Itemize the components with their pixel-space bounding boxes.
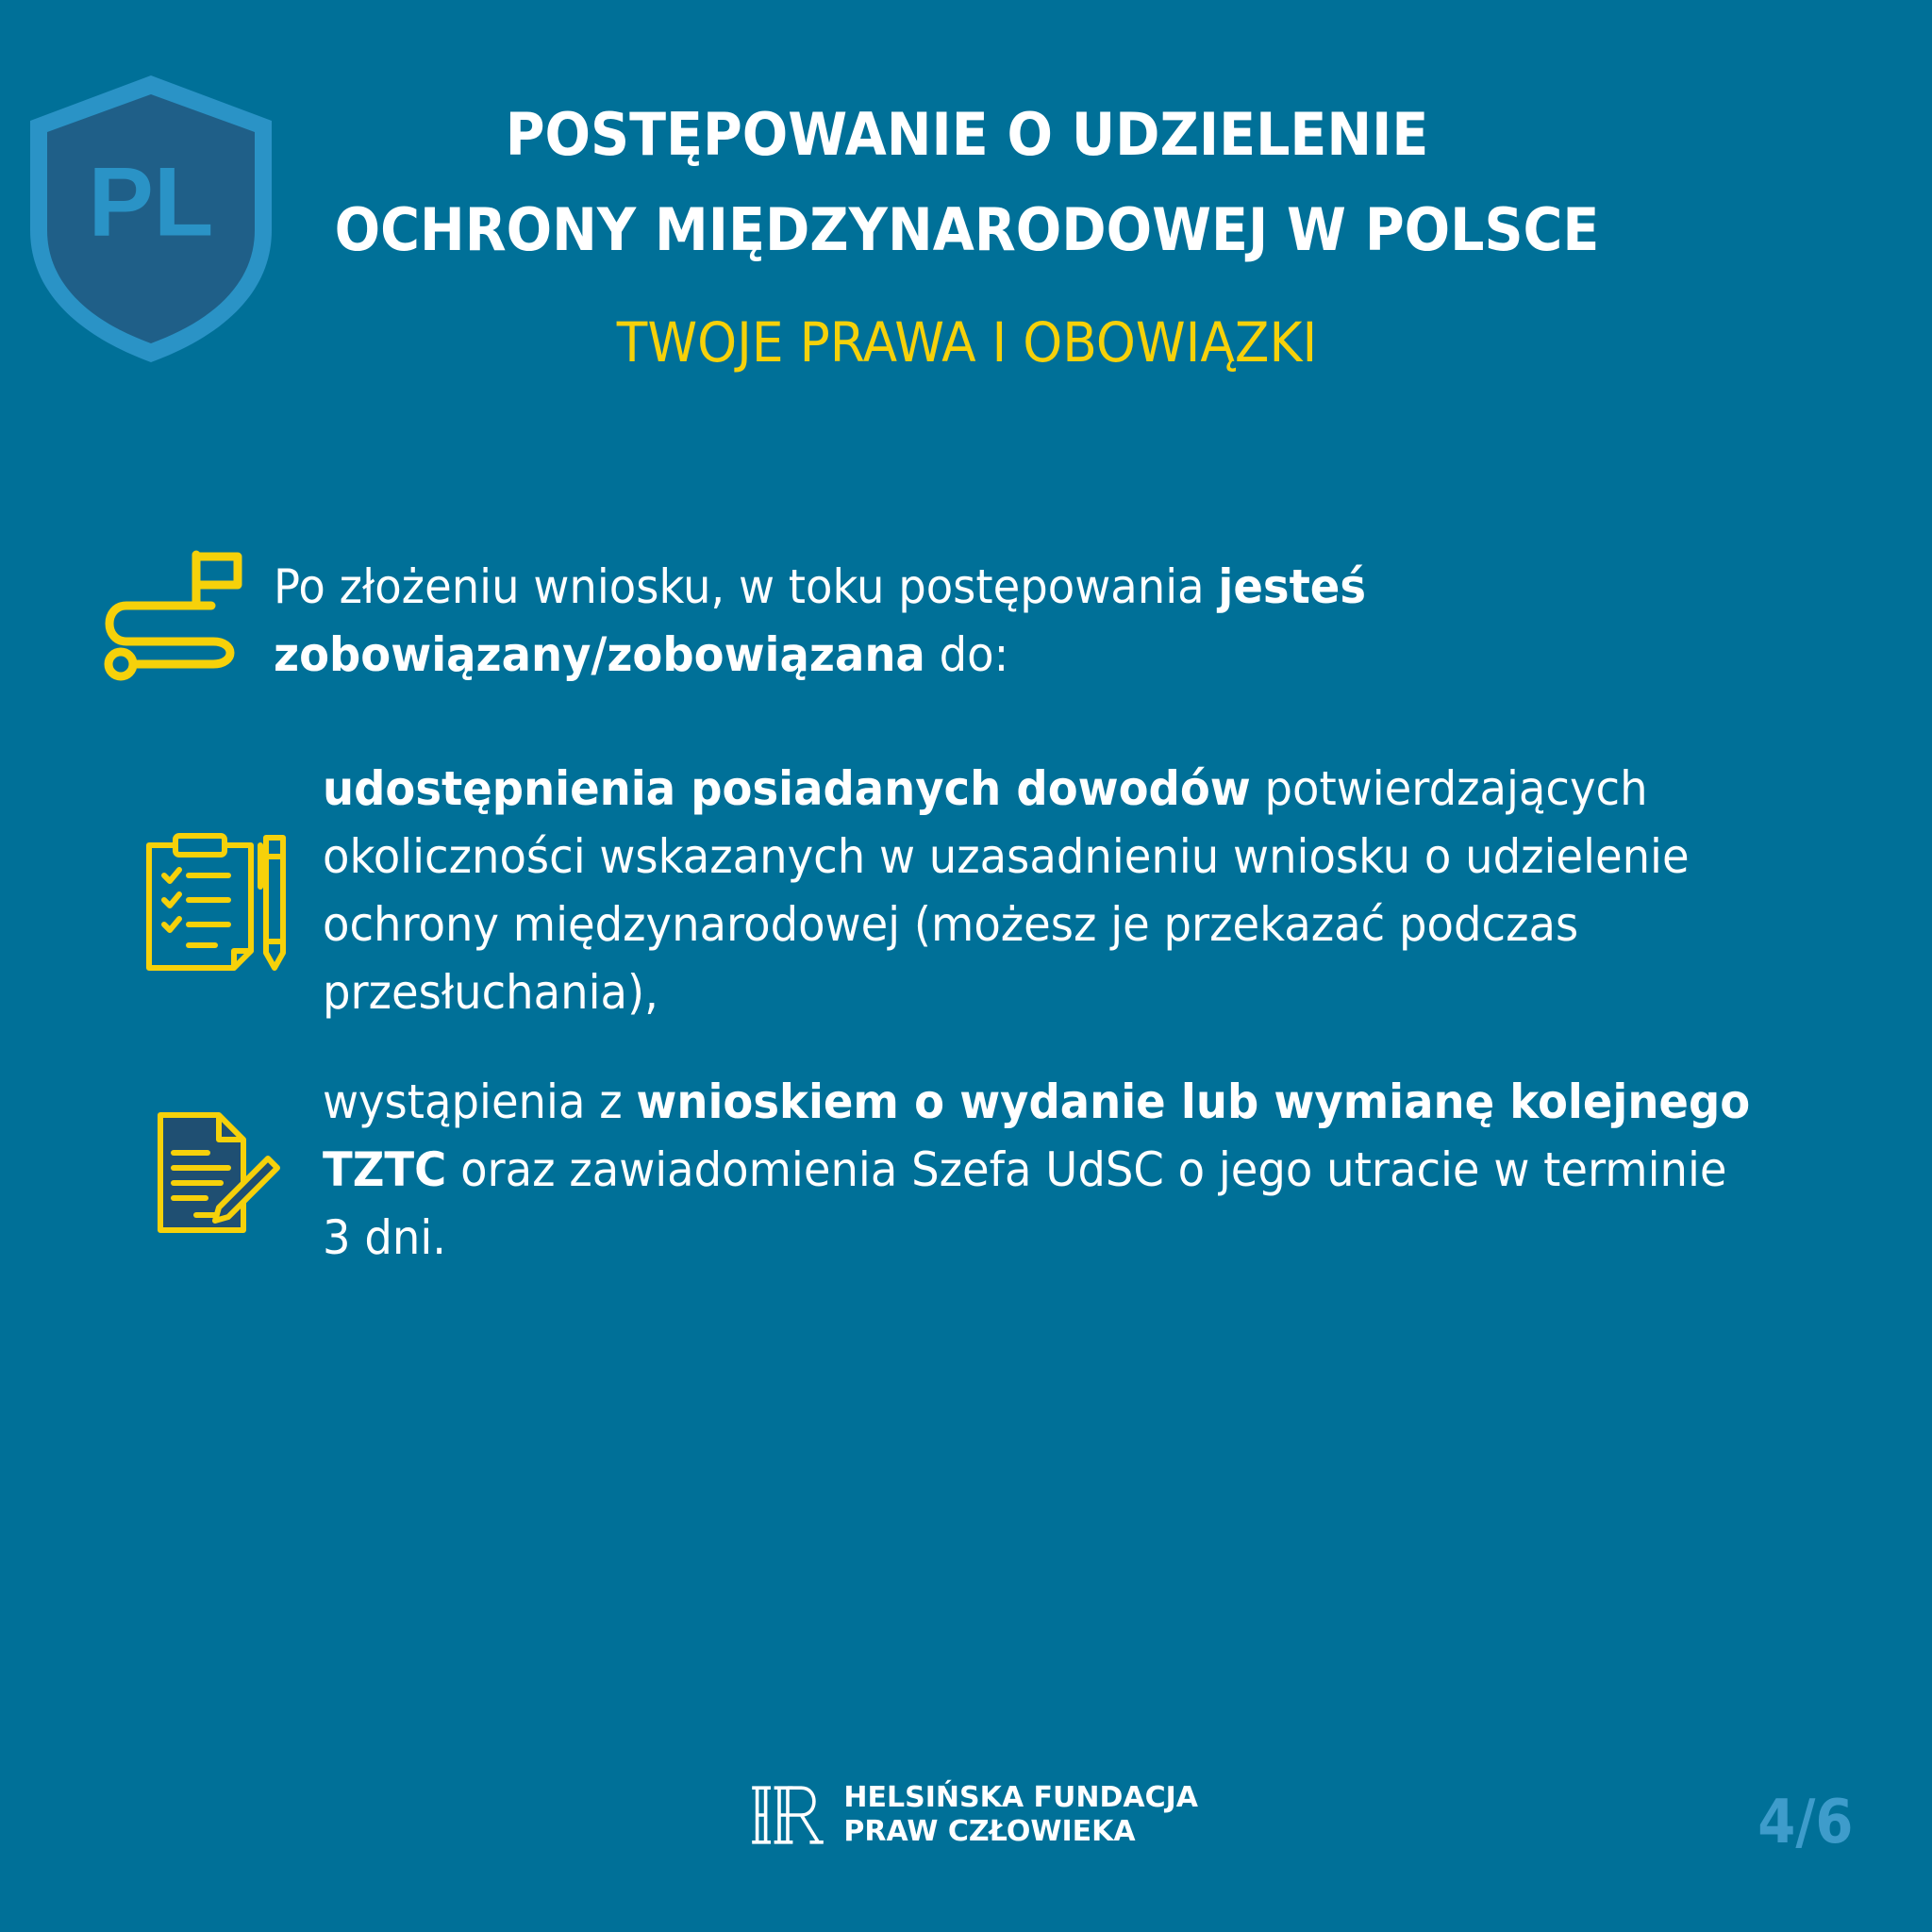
organization-name-line-2: PRAW CZŁOWIEKA — [843, 1815, 1136, 1848]
clipboard-checklist-icon — [142, 830, 292, 974]
obligation-2-text-before: wystąpienia z — [323, 1074, 637, 1129]
intro-text-bold: jesteś zobowiązany/zobowiązana — [274, 559, 1367, 682]
page-title — [321, 87, 1614, 277]
page-subtitle: TWOJE PRAWA I OBOWIĄZKI — [616, 310, 1318, 375]
obligation-1-bold: udostępnienia posiadanych dowodów — [323, 761, 1251, 816]
organization-name-line-1: HELSIŃSKA FUNDACJA — [843, 1781, 1198, 1814]
obligation-2-text-after: oraz zawiadomienia Szefa UdSC o jego utracie w terminie 3 dni. — [323, 1142, 1727, 1265]
organization-name — [843, 1781, 1198, 1849]
title-line-2: OCHRONY MIĘDZYNARODOWEJ W POLSCE — [334, 195, 1600, 264]
pl-shield-badge — [25, 70, 277, 368]
obligation-item-1 — [323, 755, 1761, 1026]
intro-text-before: Po złożeniu wniosku, w toku postępowania — [274, 559, 1219, 614]
obligation-item-2 — [323, 1068, 1761, 1272]
hr-monogram-icon — [745, 1777, 826, 1853]
organization-logo — [745, 1777, 1198, 1853]
shield-icon — [25, 70, 277, 368]
obligation-1-text: potwierdzających okoliczności wskazanych w uzasadnieniu wniosku o udzielenie ochrony międzynarodowej (możesz je przekazać podczas przesłuchania), — [323, 761, 1690, 1020]
route-flag-icon — [98, 545, 249, 689]
obligation-2-bold: wnioskiem o wydanie lub wymianę kolejnego TZTC — [323, 1074, 1751, 1197]
intro-text-after: do: — [924, 627, 1009, 682]
title-line-1: POSTĘPOWANIE O UDZIELENIE — [505, 100, 1429, 169]
document-pen-icon — [151, 1109, 283, 1238]
page-number: 4/6 — [1757, 1788, 1853, 1857]
intro-text — [274, 553, 1555, 689]
shield-badge-text: PL — [88, 147, 214, 258]
